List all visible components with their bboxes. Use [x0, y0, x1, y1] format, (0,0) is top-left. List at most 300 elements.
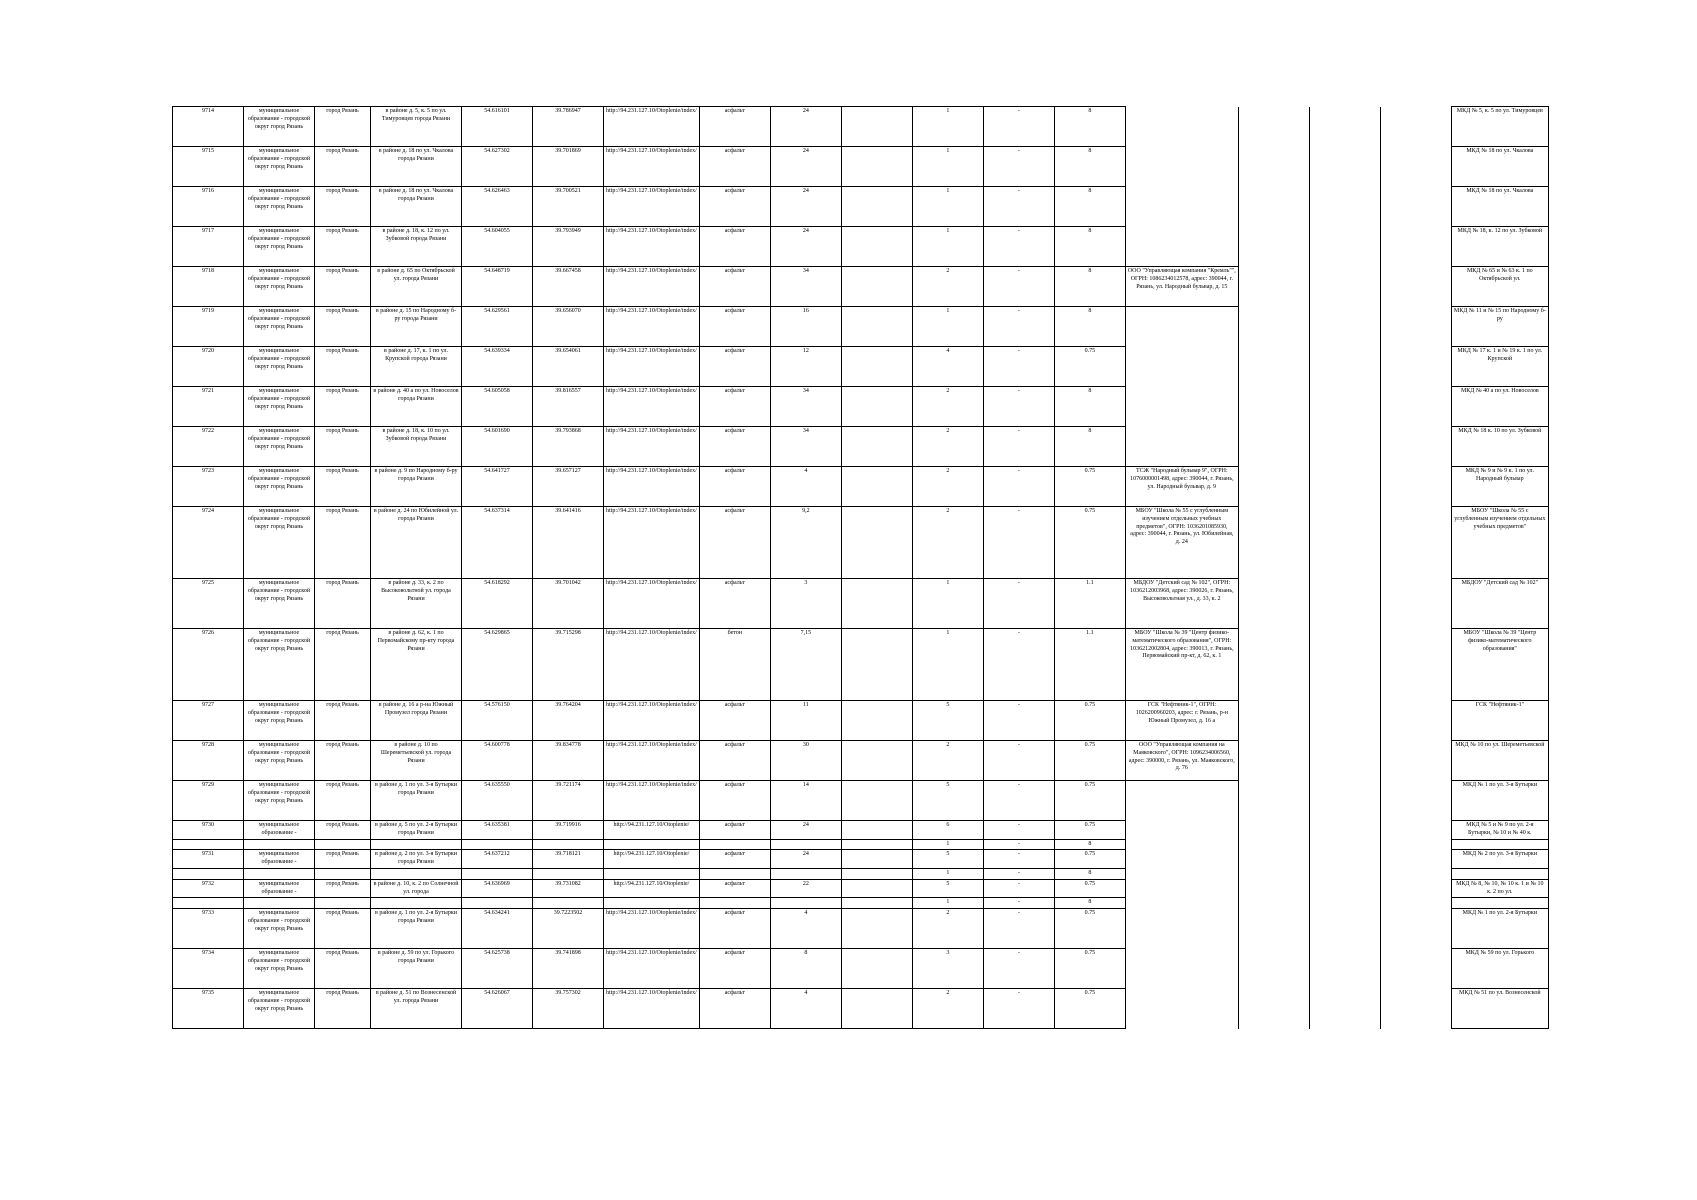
empty-cell: [1380, 467, 1451, 507]
volume-cell: 8: [1054, 147, 1125, 187]
longitude-cell: 39.816557: [533, 387, 604, 427]
empty-cell: [1238, 909, 1309, 949]
owner-cell: [1125, 781, 1238, 821]
locality-cell: город Рязань: [315, 781, 371, 821]
row-id: 9730: [173, 821, 244, 840]
empty-cell: [1309, 427, 1380, 467]
empty-cell: [1380, 850, 1451, 869]
dash-cell: -: [983, 307, 1054, 347]
table-row: [173, 629, 1549, 701]
latitude-cell: 54.637314: [462, 507, 533, 579]
surface-cell: асфальт: [699, 387, 770, 427]
empty-cell: [1380, 781, 1451, 821]
locality-cell: город Рязань: [315, 307, 371, 347]
empty-cell: [1451, 868, 1548, 879]
surface-cell: асфальт: [699, 879, 770, 898]
owner-cell: МБОУ "Школа № 55 с углубленным изучением отдельных учебных предметов", ОГРН: 1036201085930, адрес: 390044, г. Рязань, ул. Юбилейная, д. 24: [1125, 507, 1238, 579]
containers-cell: 1: [912, 629, 983, 701]
locality-cell: город Рязань: [315, 949, 371, 989]
owner-cell: ООО "Управляющая компания "Кремль"", ОГРН: 1086234012578, адрес: 390044, г. Рязань, ул. Народный бульвар, д. 15: [1125, 267, 1238, 307]
empty-cell: [1125, 839, 1238, 850]
empty-cell: [1309, 387, 1380, 427]
dash-cell: -: [983, 347, 1054, 387]
source-cell: МКД № 10 по ул. Шереметьевской: [1451, 741, 1548, 781]
surface-cell: асфальт: [699, 701, 770, 741]
empty-cell: [462, 898, 533, 909]
containers-cell: 2: [912, 507, 983, 579]
locality-cell: город Рязань: [315, 989, 371, 1029]
dash-cell: -: [983, 467, 1054, 507]
source-cell: МКД № 59 по ул. Горького: [1451, 949, 1548, 989]
containers-cell: 1: [912, 579, 983, 629]
empty-cell: [1380, 579, 1451, 629]
row-id: 9726: [173, 629, 244, 701]
locality-cell: город Рязань: [315, 507, 371, 579]
row-id: 9721: [173, 387, 244, 427]
table-subrow: [173, 868, 1549, 879]
address-cell: в районе д. 9 по Народному б-ру города Рязани: [371, 467, 462, 507]
surface-cell: асфальт: [699, 821, 770, 840]
source-cell: МКД № 2 по ул. 3-я Бутырки: [1451, 850, 1548, 869]
dash-cell: -: [983, 898, 1054, 909]
latitude-cell: 54.576150: [462, 701, 533, 741]
link-cell: http://94.231.127.10/Otoplenie/index/: [604, 467, 700, 507]
latitude-cell: 54.641727: [462, 467, 533, 507]
empty-cell: [173, 839, 244, 850]
longitude-cell: 39.834778: [533, 741, 604, 781]
municipality-cell: муниципальное образование - городской округ город Рязань: [244, 949, 315, 989]
volume-cell: 8: [1054, 307, 1125, 347]
source-cell: ГСК "Нефтяник-1": [1451, 701, 1548, 741]
address-cell: в районе д. 16 а р-на Южный Промузел города Рязани: [371, 701, 462, 741]
dash-cell: -: [983, 629, 1054, 701]
containers-cell: 5: [912, 879, 983, 898]
containers-cell: 1: [912, 839, 983, 850]
empty-cell: [1238, 427, 1309, 467]
address-cell: в районе д. 18, к. 12 по ул. Зубковой города Рязани: [371, 227, 462, 267]
empty-cell: [1309, 839, 1380, 850]
address-cell: в районе д. 18, к. 10 по ул. Зубковой города Рязани: [371, 427, 462, 467]
area-cell: 24: [770, 821, 841, 840]
volume-cell: 0.75: [1054, 467, 1125, 507]
surface-cell: асфальт: [699, 909, 770, 949]
dash-cell: -: [983, 850, 1054, 869]
table-subrow: [173, 839, 1549, 850]
empty-cell: [315, 898, 371, 909]
surface-cell: асфальт: [699, 741, 770, 781]
empty-cell: [1309, 821, 1380, 840]
link-cell: http://94.231.127.10/Otoplenie/index/: [604, 701, 700, 741]
empty-cell: [1238, 307, 1309, 347]
table-row: [173, 909, 1549, 949]
empty-cell: [1380, 701, 1451, 741]
volume-cell: 8: [1054, 387, 1125, 427]
empty-cell: [1380, 307, 1451, 347]
owner-cell: [1125, 850, 1238, 869]
surface-cell: асфальт: [699, 949, 770, 989]
volume-cell: 8: [1054, 839, 1125, 850]
volume-cell: 0.75: [1054, 347, 1125, 387]
locality-cell: город Рязань: [315, 629, 371, 701]
municipality-cell: муниципальное образование -: [244, 821, 315, 840]
link-cell: http://94.231.127.10/Otoplenie/index/: [604, 629, 700, 701]
municipality-cell: муниципальное образование - городской округ город Рязань: [244, 579, 315, 629]
locality-cell: город Рязань: [315, 579, 371, 629]
empty-cell: [533, 839, 604, 850]
area-cell: 24: [770, 107, 841, 147]
source-cell: МКД № 51 по ул. Вознесенской: [1451, 989, 1548, 1029]
volume-cell: 8: [1054, 187, 1125, 227]
empty-cell: [770, 898, 841, 909]
volume-cell: 0.75: [1054, 989, 1125, 1029]
empty-cell: [699, 868, 770, 879]
empty-cell: [841, 147, 912, 187]
table-row: [173, 879, 1549, 898]
owner-cell: [1125, 387, 1238, 427]
empty-cell: [841, 898, 912, 909]
empty-cell: [841, 850, 912, 869]
municipality-cell: муниципальное образование - городской округ город Рязань: [244, 629, 315, 701]
volume-cell: 0.75: [1054, 701, 1125, 741]
source-cell: МКД № 17 к. 1 и № 19 к. 1 по ул. Крупской: [1451, 347, 1548, 387]
locality-cell: город Рязань: [315, 879, 371, 898]
empty-cell: [1380, 147, 1451, 187]
empty-cell: [1309, 949, 1380, 989]
empty-cell: [1238, 949, 1309, 989]
empty-cell: [1380, 427, 1451, 467]
link-cell: http://94.231.127.10/Otoplenie/index/: [604, 909, 700, 949]
empty-cell: [315, 839, 371, 850]
source-cell: МБОУ "Школа № 39 "Центр физико-математического образования": [1451, 629, 1548, 701]
containers-cell: 5: [912, 701, 983, 741]
empty-cell: [841, 187, 912, 227]
source-cell: МКД № 5, к. 5 по ул. Тимуровцев: [1451, 107, 1548, 147]
empty-cell: [841, 467, 912, 507]
empty-cell: [841, 879, 912, 898]
empty-cell: [1309, 347, 1380, 387]
dash-cell: -: [983, 879, 1054, 898]
link-cell: http://94.231.127.10/Otoplenie/index/: [604, 147, 700, 187]
municipality-cell: муниципальное образование - городской округ город Рязань: [244, 701, 315, 741]
empty-cell: [462, 839, 533, 850]
empty-cell: [173, 898, 244, 909]
row-id: 9725: [173, 579, 244, 629]
latitude-cell: 54.625738: [462, 949, 533, 989]
empty-cell: [1125, 898, 1238, 909]
surface-cell: асфальт: [699, 347, 770, 387]
volume-cell: 0.75: [1054, 781, 1125, 821]
dash-cell: -: [983, 868, 1054, 879]
latitude-cell: 54.629865: [462, 629, 533, 701]
locality-cell: город Рязань: [315, 467, 371, 507]
volume-cell: 8: [1054, 227, 1125, 267]
source-cell: МБДОУ "Детский сад № 102": [1451, 579, 1548, 629]
volume-cell: 0.75: [1054, 909, 1125, 949]
municipality-cell: муниципальное образование - городской округ город Рязань: [244, 741, 315, 781]
latitude-cell: 54.639334: [462, 347, 533, 387]
source-cell: МБОУ "Школа № 55 с углубленным изучением отдельных учебных предметов": [1451, 507, 1548, 579]
dash-cell: -: [983, 949, 1054, 989]
latitude-cell: 54.627302: [462, 147, 533, 187]
link-cell: http://94.231.127.10/Otoplenie/index/: [604, 307, 700, 347]
empty-cell: [1380, 107, 1451, 147]
owner-cell: МБОУ "Школа № 39 "Центр физико-математического образования", ОГРН: 1036212002804, адрес: 390013, г. Рязань, Первомайский пр-кт, д. 62, к. 1: [1125, 629, 1238, 701]
volume-cell: 8: [1054, 107, 1125, 147]
empty-cell: [841, 267, 912, 307]
address-cell: в районе д. 1 по ул. 2-я Бутырки города Рязани: [371, 909, 462, 949]
source-cell: МКД № 18 по ул. Чкалова: [1451, 147, 1548, 187]
row-id: 9718: [173, 267, 244, 307]
empty-cell: [1238, 898, 1309, 909]
longitude-cell: 39.719916: [533, 821, 604, 840]
owner-cell: [1125, 879, 1238, 898]
empty-cell: [841, 781, 912, 821]
empty-cell: [1309, 579, 1380, 629]
row-id: 9728: [173, 741, 244, 781]
longitude-cell: 39.7223502: [533, 909, 604, 949]
empty-cell: [841, 741, 912, 781]
empty-cell: [1380, 821, 1451, 840]
volume-cell: 8: [1054, 427, 1125, 467]
empty-cell: [1309, 879, 1380, 898]
locality-cell: город Рязань: [315, 147, 371, 187]
empty-cell: [841, 227, 912, 267]
area-cell: 24: [770, 850, 841, 869]
latitude-cell: 54.629561: [462, 307, 533, 347]
longitude-cell: 39.701869: [533, 147, 604, 187]
area-cell: 34: [770, 427, 841, 467]
empty-cell: [1309, 781, 1380, 821]
surface-cell: асфальт: [699, 427, 770, 467]
empty-cell: [841, 507, 912, 579]
municipality-cell: муниципальное образование - городской округ город Рязань: [244, 467, 315, 507]
row-id: 9734: [173, 949, 244, 989]
empty-cell: [841, 839, 912, 850]
row-id: 9723: [173, 467, 244, 507]
address-cell: в районе д. 65 по Октябрьской ул. города Рязани: [371, 267, 462, 307]
dash-cell: -: [983, 701, 1054, 741]
empty-cell: [1380, 227, 1451, 267]
area-cell: 34: [770, 267, 841, 307]
volume-cell: 8: [1054, 267, 1125, 307]
owner-cell: [1125, 347, 1238, 387]
municipality-cell: муниципальное образование - городской округ город Рязань: [244, 307, 315, 347]
latitude-cell: 54.604055: [462, 227, 533, 267]
link-cell: http://94.231.127.10/Otoplenie/index/: [604, 989, 700, 1029]
latitude-cell: 54.626067: [462, 989, 533, 1029]
table-row: [173, 347, 1549, 387]
empty-cell: [1238, 839, 1309, 850]
empty-cell: [1309, 909, 1380, 949]
containers-cell: 2: [912, 427, 983, 467]
surface-cell: асфальт: [699, 227, 770, 267]
table-subrow: [173, 898, 1549, 909]
empty-cell: [1238, 701, 1309, 741]
surface-cell: асфальт: [699, 147, 770, 187]
dash-cell: -: [983, 107, 1054, 147]
owner-cell: МБДОУ "Детский сад № 102", ОГРН: 1036212003968, адрес: 390026, г. Рязань, Высоковольтная ул., д. 33, к. 2: [1125, 579, 1238, 629]
table-row: [173, 227, 1549, 267]
empty-cell: [1238, 387, 1309, 427]
owner-cell: [1125, 821, 1238, 840]
empty-cell: [1238, 741, 1309, 781]
containers-cell: 1: [912, 227, 983, 267]
latitude-cell: 54.600778: [462, 741, 533, 781]
empty-cell: [770, 839, 841, 850]
area-cell: 4: [770, 909, 841, 949]
locality-cell: город Рязань: [315, 267, 371, 307]
dash-cell: -: [983, 187, 1054, 227]
empty-cell: [841, 868, 912, 879]
empty-cell: [841, 629, 912, 701]
row-id: 9732: [173, 879, 244, 898]
row-id: 9727: [173, 701, 244, 741]
empty-cell: [371, 839, 462, 850]
containers-cell: 1: [912, 107, 983, 147]
address-cell: в районе д. 2 по ул. 3-я Бутырки города Рязани: [371, 850, 462, 869]
owner-cell: [1125, 227, 1238, 267]
containers-cell: 3: [912, 949, 983, 989]
owner-cell: [1125, 909, 1238, 949]
locality-cell: город Рязань: [315, 187, 371, 227]
municipality-cell: муниципальное образование - городской округ город Рязань: [244, 187, 315, 227]
empty-cell: [1125, 868, 1238, 879]
longitude-cell: 39.757302: [533, 989, 604, 1029]
longitude-cell: 39.741898: [533, 949, 604, 989]
longitude-cell: 39.721174: [533, 781, 604, 821]
address-cell: в районе д. 62, к. 1 по Первомайскому пр-кту города Рязани: [371, 629, 462, 701]
empty-cell: [1309, 507, 1380, 579]
empty-cell: [244, 898, 315, 909]
row-id: 9733: [173, 909, 244, 949]
empty-cell: [841, 579, 912, 629]
empty-cell: [1380, 387, 1451, 427]
link-cell: http://94.231.127.10/Otoplenie/: [604, 879, 700, 898]
volume-cell: 8: [1054, 898, 1125, 909]
latitude-cell: 54.636969: [462, 879, 533, 898]
table-row: [173, 267, 1549, 307]
table-row: [173, 427, 1549, 467]
dash-cell: -: [983, 507, 1054, 579]
municipality-cell: муниципальное образование - городской округ город Рязань: [244, 147, 315, 187]
empty-cell: [1238, 879, 1309, 898]
empty-cell: [1380, 989, 1451, 1029]
owner-cell: [1125, 949, 1238, 989]
volume-cell: 0.75: [1054, 507, 1125, 579]
empty-cell: [371, 868, 462, 879]
row-id: 9719: [173, 307, 244, 347]
dash-cell: -: [983, 427, 1054, 467]
table-row: [173, 467, 1549, 507]
table-row: [173, 307, 1549, 347]
empty-cell: [533, 868, 604, 879]
municipality-cell: муниципальное образование - городской округ город Рязань: [244, 427, 315, 467]
volume-cell: 1.1: [1054, 579, 1125, 629]
volume-cell: 0.75: [1054, 850, 1125, 869]
table-row: [173, 107, 1549, 147]
area-cell: 16: [770, 307, 841, 347]
address-cell: в районе д. 10, к. 2 по Солнечной ул. города: [371, 879, 462, 898]
longitude-cell: 39.657127: [533, 467, 604, 507]
municipality-cell: муниципальное образование - городской округ город Рязань: [244, 267, 315, 307]
link-cell: http://94.231.127.10/Otoplenie/index/: [604, 387, 700, 427]
table-row: [173, 821, 1549, 840]
empty-cell: [1451, 898, 1548, 909]
empty-cell: [1309, 868, 1380, 879]
volume-cell: 8: [1054, 868, 1125, 879]
empty-cell: [1309, 701, 1380, 741]
empty-cell: [244, 868, 315, 879]
table-row: [173, 850, 1549, 869]
empty-cell: [462, 868, 533, 879]
empty-cell: [1238, 850, 1309, 869]
latitude-cell: 54.635550: [462, 781, 533, 821]
table-row: [173, 187, 1549, 227]
surface-cell: асфальт: [699, 579, 770, 629]
surface-cell: асфальт: [699, 989, 770, 1029]
area-cell: 8: [770, 949, 841, 989]
row-id: 9716: [173, 187, 244, 227]
empty-cell: [1380, 267, 1451, 307]
empty-cell: [1238, 227, 1309, 267]
area-cell: 12: [770, 347, 841, 387]
empty-cell: [841, 307, 912, 347]
link-cell: http://94.231.127.10/Otoplenie/index/: [604, 949, 700, 989]
empty-cell: [1309, 147, 1380, 187]
link-cell: http://94.231.127.10/Otoplenie/: [604, 850, 700, 869]
area-cell: 24: [770, 227, 841, 267]
empty-cell: [1238, 629, 1309, 701]
latitude-cell: 54.648719: [462, 267, 533, 307]
containers-cell: 2: [912, 387, 983, 427]
dash-cell: -: [983, 741, 1054, 781]
containers-cell: 5: [912, 850, 983, 869]
empty-cell: [1380, 949, 1451, 989]
link-cell: http://94.231.127.10/Otoplenie/: [604, 821, 700, 840]
link-cell: http://94.231.127.10/Otoplenie/index/: [604, 187, 700, 227]
area-cell: 11: [770, 701, 841, 741]
empty-cell: [841, 909, 912, 949]
containers-cell: 2: [912, 267, 983, 307]
locality-cell: город Рязань: [315, 427, 371, 467]
area-cell: 4: [770, 989, 841, 1029]
owner-cell: ГСК "Нефтяник-1", ОГРН: 1026200960203, адрес: г. Рязань, р-н Южный Промузел, д. 16 а: [1125, 701, 1238, 741]
source-cell: МКД № 40 а по ул. Новоселов: [1451, 387, 1548, 427]
longitude-cell: 39.656070: [533, 307, 604, 347]
row-id: 9720: [173, 347, 244, 387]
latitude-cell: 54.618292: [462, 579, 533, 629]
dash-cell: -: [983, 387, 1054, 427]
longitude-cell: 39.793949: [533, 227, 604, 267]
empty-cell: [1238, 347, 1309, 387]
link-cell: http://94.231.127.10/Otoplenie/index/: [604, 107, 700, 147]
latitude-cell: 54.626463: [462, 187, 533, 227]
empty-cell: [699, 898, 770, 909]
surface-cell: асфальт: [699, 187, 770, 227]
area-cell: 30: [770, 741, 841, 781]
longitude-cell: 39.793868: [533, 427, 604, 467]
area-cell: 24: [770, 187, 841, 227]
source-cell: МКД № 1 по ул. 2-я Бутырки: [1451, 909, 1548, 949]
address-cell: в районе д. 18 по ул. Чкалова города Рязани: [371, 187, 462, 227]
locality-cell: город Рязань: [315, 909, 371, 949]
empty-cell: [1380, 839, 1451, 850]
link-cell: http://94.231.127.10/Otoplenie/index/: [604, 427, 700, 467]
address-cell: в районе д. 40 а по ул. Новоселов города Рязани: [371, 387, 462, 427]
empty-cell: [1309, 629, 1380, 701]
link-cell: http://94.231.127.10/Otoplenie/index/: [604, 741, 700, 781]
row-id: 9724: [173, 507, 244, 579]
